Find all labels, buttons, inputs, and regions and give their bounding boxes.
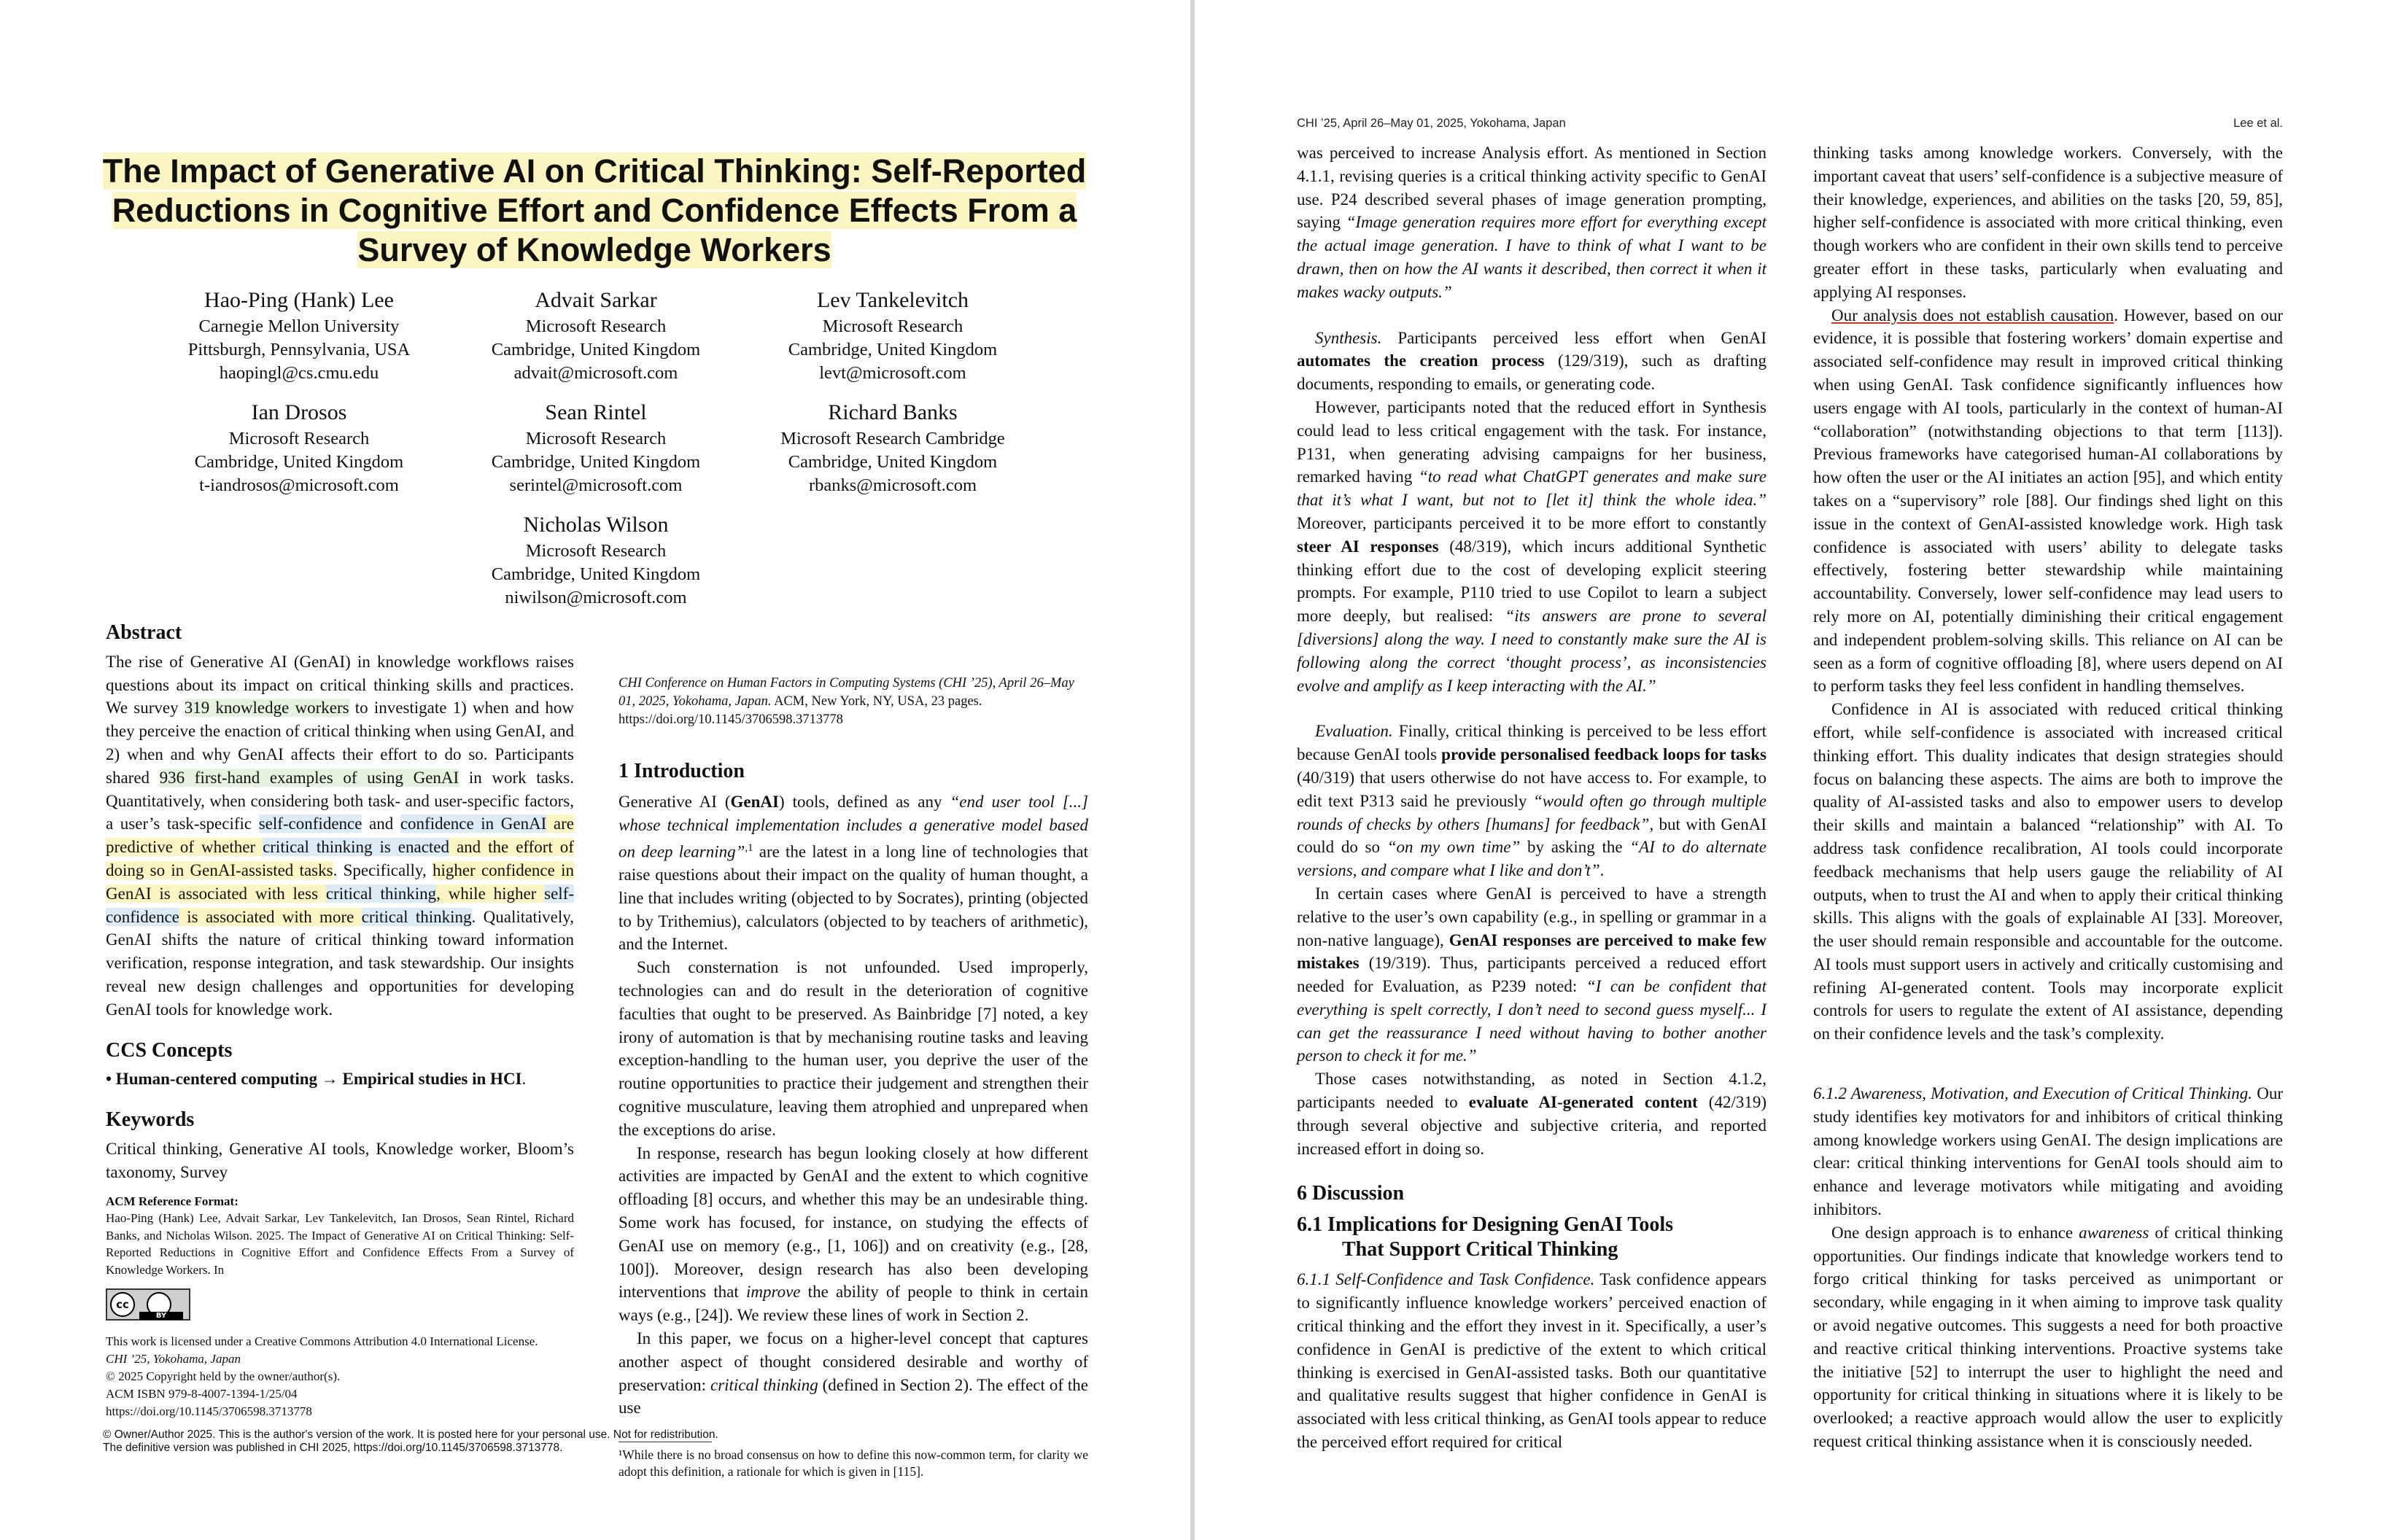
- author-name: Sean Rintel: [545, 400, 647, 424]
- author-block: [443, 398, 749, 497]
- body-paragraph: thinking tasks among knowledge workers. Conversely, with the important caveat that users’ self-confidence is a subjective measure of their knowledge, experiences, and abilities on the tasks [20, 59, 85], higher self-confidence is associated with more critical thinking, even though workers who are confident in their own skills tend to perceive greater effort in these tasks, particularly when evaluating and applying AI responses.: [1813, 144, 2283, 301]
- author-block: [740, 286, 1046, 385]
- author-email[interactable]: t-iandrosos@microsoft.com: [199, 475, 399, 495]
- cc-icon: cc: [110, 1292, 135, 1317]
- footnote: ¹While there is no broad consensus on how to define this now-common term, for clarity we adopt this definition, a rationale for which is given in [115].: [618, 1447, 1088, 1479]
- right-page: [1195, 0, 2385, 1540]
- subsection-heading: 6.1 Implications for Designing GenAI Tools That Support Critical Thinking: [1297, 1213, 1674, 1261]
- left-page: [0, 0, 1190, 1540]
- author-email[interactable]: haopingl@cs.cmu.edu: [219, 363, 379, 383]
- abstract-text: The rise of Generative AI (GenAI) in knowledge workflows raises questions about its impact on critical thinking skills and practices. We survey 319 knowledge workers to investigate 1) when and how they perceive the enaction of critical thinking when using GenAI, and 2) when and why GenAI affects their effort to do so. Participants shared 936 first-hand examples of using GenAI in work tasks. Quantitatively, when considering both task- and user-specific factors, a user’s task-specific self-confidence and confidence in GenAI are predictive of whether critical thinking is enacted and the effort of doing so in GenAI-assisted tasks. Specifically, higher confidence in GenAI is associated with less critical thinking, while higher self-confidence is associated with more critical thinking. Qualitatively, GenAI shifts the nature of critical thinking toward information verification, response integration, and task stewardship. Our insights reveal new design challenges and opportunities for developing GenAI tools for knowledge work.: [106, 652, 575, 1019]
- author-affiliation: Microsoft Research: [822, 316, 963, 336]
- keywords-heading: Keywords: [106, 1108, 195, 1132]
- body-paragraph: 6.1.2 Awareness, Motivation, and Execution of Critical Thinking. Our study identifies key motivators for and inhibitors of critical thinking among knowledge workers using GenAI. The design implications are clear: critical thinking interventions for GenAI tools should aim to enhance and leverage motivators while mitigating and avoiding inhibitors.: [1813, 1084, 2283, 1219]
- paper-title: [102, 152, 1087, 270]
- left-column: [1297, 141, 1767, 1454]
- title-line-2: Reductions in Cognitive Effort and Confidence Effects From a: [112, 192, 1077, 229]
- cc-license-badge[interactable]: [106, 1288, 190, 1321]
- author-name: Ian Drosos: [251, 400, 347, 424]
- introduction-heading: 1 Introduction: [618, 760, 745, 782]
- author-block: [146, 286, 452, 385]
- body-paragraph: was perceived to increase Analysis effort. As mentioned in Section 4.1.1, revising queries is a critical thinking activity specific to GenAI use. P24 described several phases of image generation prompting, saying “Image generation requires more effort for everything except the actual image generation. I have to think of what I want to be drawn, then on how the AI wants it described, then correct it when it makes wacky outputs.”: [1297, 144, 1767, 301]
- body-paragraph: Synthesis. Participants perceived less effort when GenAI automates the creation process (129/319), such as drafting documents, responding to emails, or generating code.: [1297, 328, 1767, 394]
- intro-paragraph: In response, research has begun looking closely at how different activities are impacted by GenAI and the extent to which cognitive offloading [8] occurs, and whether this may be an undesirable thing. Some work has focused, for instance, on studying the effects of GenAI use on memory (e.g., [1, 106]) and on creativity (e.g., [28, 100]). Moreover, design research has also been developing interventions that improve the ability of people to think in certain ways (e.g., [24]). We review these lines of work in Section 2.: [618, 1143, 1088, 1325]
- running-header-right: Lee et al.: [2233, 117, 2283, 130]
- by-label: BY: [139, 1312, 183, 1320]
- author-location: Cambridge, United Kingdom: [788, 452, 998, 472]
- license-doi-link[interactable]: https://doi.org/10.1145/3706598.3713778: [106, 1404, 312, 1418]
- abstract-heading: Abstract: [106, 621, 182, 644]
- ccs-item: • Human-centered computing → Empirical studies in HCI.: [106, 1070, 527, 1089]
- author-name: Nicholas Wilson: [523, 513, 669, 537]
- license-line: CHI ’25, Yokohama, Japan: [106, 1351, 241, 1366]
- license-line: © 2025 Copyright held by the owner/author(s).: [106, 1369, 341, 1383]
- title-line-1: The Impact of Generative AI on Critical Thinking: Self-Reported: [102, 152, 1087, 190]
- author-email[interactable]: serintel@microsoft.com: [509, 475, 683, 495]
- license-block: [106, 1333, 574, 1420]
- owner-note: © Owner/Author 2025. This is the author's version of the work. It is posted here for your personal use. Not for redistribution. The definitive version was published in CHI 2025, https://doi.org/10.1145/3706598.3713778.: [103, 1428, 718, 1454]
- intro-paragraph: Generative AI (GenAI) tools, defined as any “end user tool [...] whose technical implementation includes a generative model based on deep learning”$^{,1}$ are the latest in a long line of technologies that raise questions about their impact on the quality of human thought, a line that includes writing (objected to by Socrates), printing (objected to by Trithemius), calculators (objected to by teachers of arithmetic), and the Internet.: [618, 793, 1089, 954]
- right-column: [1813, 141, 2283, 1453]
- author-name: Lev Tankelevitch: [816, 288, 969, 312]
- discussion-heading: 6 Discussion: [1297, 1182, 1405, 1205]
- author-block: [443, 286, 749, 385]
- body-paragraph: Those cases notwithstanding, as noted in Section 4.1.2, participants needed to evaluate AI-generated content (42/319) through several objective and subjective criteria, and reported increased effort in doing so.: [1297, 1070, 1767, 1158]
- author-affiliation: Microsoft Research: [525, 541, 667, 561]
- body-paragraph: Evaluation. Finally, critical thinking is perceived to be less effort because GenAI tools provide personalised feedback loops for tasks (40/319) that users otherwise do not have access to. For example, to edit text P313 said he previously “would often go through multiple rounds of checks by others [humans] for feedback”, but with GenAI could do so “on my own time” by asking the “AI to do alternate versions, and compare what I like and don’t”.: [1297, 722, 1767, 880]
- author-name: Hao-Ping (Hank) Lee: [204, 288, 394, 312]
- ccs-heading: CCS Concepts: [106, 1038, 233, 1062]
- author-location: Cambridge, United Kingdom: [788, 340, 998, 359]
- author-location: Cambridge, United Kingdom: [491, 340, 701, 359]
- body-paragraph: One design approach is to enhance awareness of critical thinking opportunities. Our findings indicate that knowledge workers tend to forgo critical thinking for tasks perceived as unimportant or secondary, while engaging in it when aiming to improve task quality or avoid negative outcomes. This suggests a need for both proactive and reactive critical thinking interventions. Proactive systems take the initiative [52] to interrupt the user to highlight the need and opportunity for critical thinking in situations where it is likely to be overlooked; a reactive approach would allow the user to explicitly request critical thinking assistance when it is consciously needed.: [1813, 1223, 2283, 1451]
- author-affiliation: Microsoft Research Cambridge: [780, 429, 1005, 448]
- title-line-3: Survey of Knowledge Workers: [357, 231, 831, 268]
- author-location: Cambridge, United Kingdom: [491, 452, 701, 472]
- left-column: [106, 621, 574, 1420]
- body-paragraph: Our analysis does not establish causation. However, based on our evidence, it is possible that fostering workers’ domain expertise and associated self-confidence may result in improved critical thinking when using GenAI. Task confidence significantly influences how users engage with AI tools, particularly in the context of human-AI “collaboration” (notwithstanding objections to that term [113]). Previous frameworks have categorised human-AI collaborations by how often the user or the AI initiates an action [95], and which entity takes on a “supervisory” role [88]. Our findings shed light on this issue in the context of GenAI-assisted knowledge work. High task confidence is associated with users’ ability to delegate tasks effectively, fostering better stewardship while maintaining accountability. Conversely, lower self-confidence may lead users to rely more on AI, potentially diminishing their critical engagement and independent problem-solving skills. This reliance on AI can be seen as a form of cognitive offloading [8], where users depend on AI to perform tasks they feel less confident in handling themselves.: [1813, 306, 2283, 696]
- body-paragraph: In certain cases where GenAI is perceived to have a strength relative to the user’s own capability (e.g., in spelling or grammar in a non-native language), GenAI responses are perceived to make few mistakes (19/319). Thus, participants perceived a reduced effort needed for Evaluation, as P239 noted: “I can be confident that everything is spelt correctly, I don’t need to second guess myself... I can get the reassurance I need without having to bother another person to check it for me.”: [1297, 884, 1767, 1065]
- author-block: [443, 510, 749, 610]
- author-affiliation: Microsoft Research: [228, 429, 370, 448]
- author-affiliation: Microsoft Research: [525, 429, 667, 448]
- right-column: [618, 674, 1088, 1480]
- intro-paragraph: Such consternation is not unfounded. Used improperly, technologies can and do result in the deterioration of cognitive faculties that ought to be preserved. As Bainbridge [7] noted, a key irony of automation is that by mechanising routine tasks and leaving exception-handling to the human user, you deprive the user of the routine opportunities to practice their judgement and strengthen their cognitive musculature, leaving them atrophied and unprepared when the exceptions do arise.: [618, 958, 1088, 1139]
- license-line: ACM ISBN 979-8-4007-1394-1/25/04: [106, 1386, 298, 1401]
- intro-paragraph: In this paper, we focus on a higher-level concept that captures another aspect of thought considered desirable and worthy of preservation: critical thinking (defined in Section 2). The effect of the use: [618, 1329, 1088, 1418]
- running-header-left: CHI ’25, April 26–May 01, 2025, Yokohama, Japan: [1297, 117, 1566, 130]
- body-paragraph: 6.1.1 Self-Confidence and Task Confidence. Task confidence appears to significantly influence knowledge workers’ perceived enaction of critical thinking and the effort they invest in it. Specifically, a user’s confidence in GenAI is predictive of the extent to which critical thinking is exercised in GenAI-assisted tasks. Both our quantitative and qualitative results suggest that higher confidence in GenAI is associated with less critical thinking, as GenAI tools appear to reduce the perceived effort required for critical: [1297, 1270, 1767, 1452]
- keywords-text: Critical thinking, Generative AI tools, Knowledge worker, Bloom’s taxonomy, Survey: [106, 1139, 574, 1181]
- body-paragraph: Confidence in AI is associated with reduced critical thinking effort, while self-confidence is associated with increased critical thinking effort. This duality indicates that design strategies should focus on balancing these aspects. The aims are both to improve the quality of AI-assisted tasks and also to empower users to develop their skills and maintain a balanced “relationship” with AI. To address task confidence recalibration, AI tools could incorporate feedback mechanisms that help users gauge the reliability of AI outputs, when to trust the AI and when to apply their critical thinking skills. This aligns with the goals of explainable AI [33]. Moreover, the user should remain responsible and accountable for the outcome. AI tools must support users in actively and critically customising and refining AI-generated content. Tools may incorporate explicit controls for users to regulate the extent of AI assistance, depending on their confidence levels and the task’s complexity.: [1813, 700, 2283, 1043]
- author-name: Richard Banks: [828, 400, 958, 424]
- author-email[interactable]: advait@microsoft.com: [513, 363, 678, 383]
- author-location: Pittsburgh, Pennsylvania, USA: [187, 340, 411, 359]
- acm-reference-heading: ACM Reference Format:: [106, 1194, 238, 1208]
- author-email[interactable]: rbanks@microsoft.com: [808, 475, 977, 495]
- author-affiliation: Microsoft Research: [525, 316, 667, 336]
- acm-reference-continued: CHI Conference on Human Factors in Computing Systems (CHI ’25), April 26–May 01, 2025, Yokohama, Japan. ACM, New York, NY, USA, 23 pages. https://doi.org/10.1145/3706598.3713778: [618, 676, 1074, 727]
- body-paragraph: However, participants noted that the reduced effort in Synthesis could lead to less critical engagement with the task. For instance, P131, when generating advising campaigns for her business, remarked having “to read what ChatGPT generates and make sure that it’s what I want, but not to [let it] think the whole idea.” Moreover, participants perceived it to be more effort to constantly steer AI responses (48/319), which incurs additional Synthetic thinking effort due to the cost of developing explicit steering prompts. For example, P110 tried to use Copilot to learn a subject more deeply, but realised: “its answers are prone to several [diversions] along the way. I need to constantly make sure the AI is following along the correct ‘thought process’, as inconsistencies evolve and amplify as I keep interacting with the AI.”: [1297, 397, 1767, 695]
- author-name: Advait Sarkar: [535, 288, 657, 312]
- author-location: Cambridge, United Kingdom: [491, 564, 701, 584]
- license-line: This work is licensed under a Creative Commons Attribution 4.0 International License.: [106, 1334, 538, 1348]
- author-email[interactable]: levt@microsoft.com: [819, 363, 966, 383]
- author-affiliation: Carnegie Mellon University: [198, 316, 400, 336]
- author-location: Cambridge, United Kingdom: [194, 452, 404, 472]
- author-block: [740, 398, 1046, 497]
- author-block: [146, 398, 452, 497]
- acm-reference: ACM Reference Format: Hao-Ping (Hank) Lee, Advait Sarkar, Lev Tankelevitch, Ian Drosos, Sean Rintel, Richard Banks, and Nicholas Wilson. 2025. The Impact of Generative AI on Critical Thinking: Self-Reported Reductions in Cognitive Effort and Confidence Effects From a Survey of Knowledge Workers. In: [106, 1194, 574, 1277]
- author-email[interactable]: niwilson@microsoft.com: [505, 588, 687, 607]
